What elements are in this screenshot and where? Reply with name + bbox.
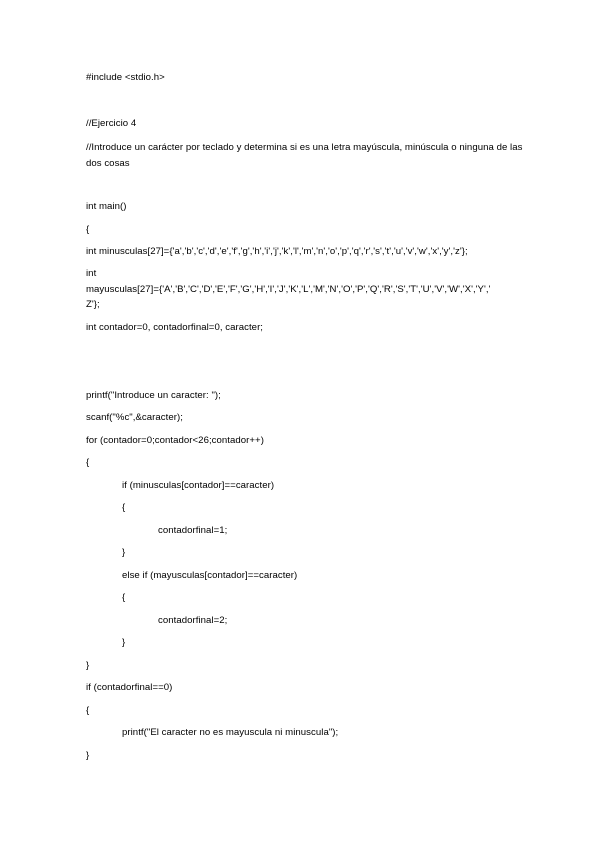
code-line-int: int: [86, 268, 97, 279]
code-comment-ejercicio: //Ejercicio 4: [86, 118, 137, 129]
code-line-close-brace-if1: }: [122, 547, 126, 558]
code-line-open-brace-if3: {: [86, 705, 90, 716]
code-line-declarations: int contador=0, contadorfinal=0, caracter;: [86, 322, 264, 333]
code-line-printf-result: printf("El caracter no es mayuscula ni minuscula");: [122, 727, 339, 738]
code-line-close-brace-if3: }: [86, 750, 90, 761]
code-line-scanf: scanf("%c",&caracter);: [86, 412, 183, 423]
code-line-main: int main(): [86, 201, 127, 212]
code-line-mayusculas: mayusculas[27]={'A','B','C','D','E','F','G','H','I','J','K','L','M','N','O','P','Q','R','S','T','U','V','W','X','Y',': [86, 284, 491, 295]
code-line-if-contadorfinal: if (contadorfinal==0): [86, 682, 173, 693]
code-line-for: for (contador=0;contador<26;contador++): [86, 435, 264, 446]
code-line-minusculas: int minusculas[27]={'a','b','c','d','e','f','g','h','i','j','k','l','m','n','o','p','q','r','s','t','u','v','w','x','y','z'};: [86, 246, 468, 257]
code-line-open-brace-main: {: [86, 224, 90, 235]
code-line-printf-prompt: printf("Introduce un caracter: ");: [86, 390, 221, 401]
code-line-open-brace-if1: {: [122, 502, 126, 513]
code-line-else-if-mayusculas: else if (mayusculas[contador]==caracter): [122, 570, 298, 581]
code-line-open-brace-for: {: [86, 457, 90, 468]
code-line-mayusculas-end: Z'};: [86, 299, 100, 310]
code-line-contadorfinal-2: contadorfinal=2;: [158, 615, 228, 626]
code-line-include: #include <stdio.h>: [86, 72, 165, 83]
code-line-open-brace-if2: {: [122, 592, 126, 603]
code-line-contadorfinal-1: contadorfinal=1;: [158, 525, 228, 536]
code-comment-description: //Introduce un carácter por teclado y determina si es una letra mayúscula, minúscula o ninguna de las dos cosas: [86, 142, 523, 169]
code-line-close-brace-for: }: [86, 660, 90, 671]
code-line-close-brace-if2: }: [122, 637, 126, 648]
code-line-if-minusculas: if (minusculas[contador]==caracter): [122, 480, 275, 491]
